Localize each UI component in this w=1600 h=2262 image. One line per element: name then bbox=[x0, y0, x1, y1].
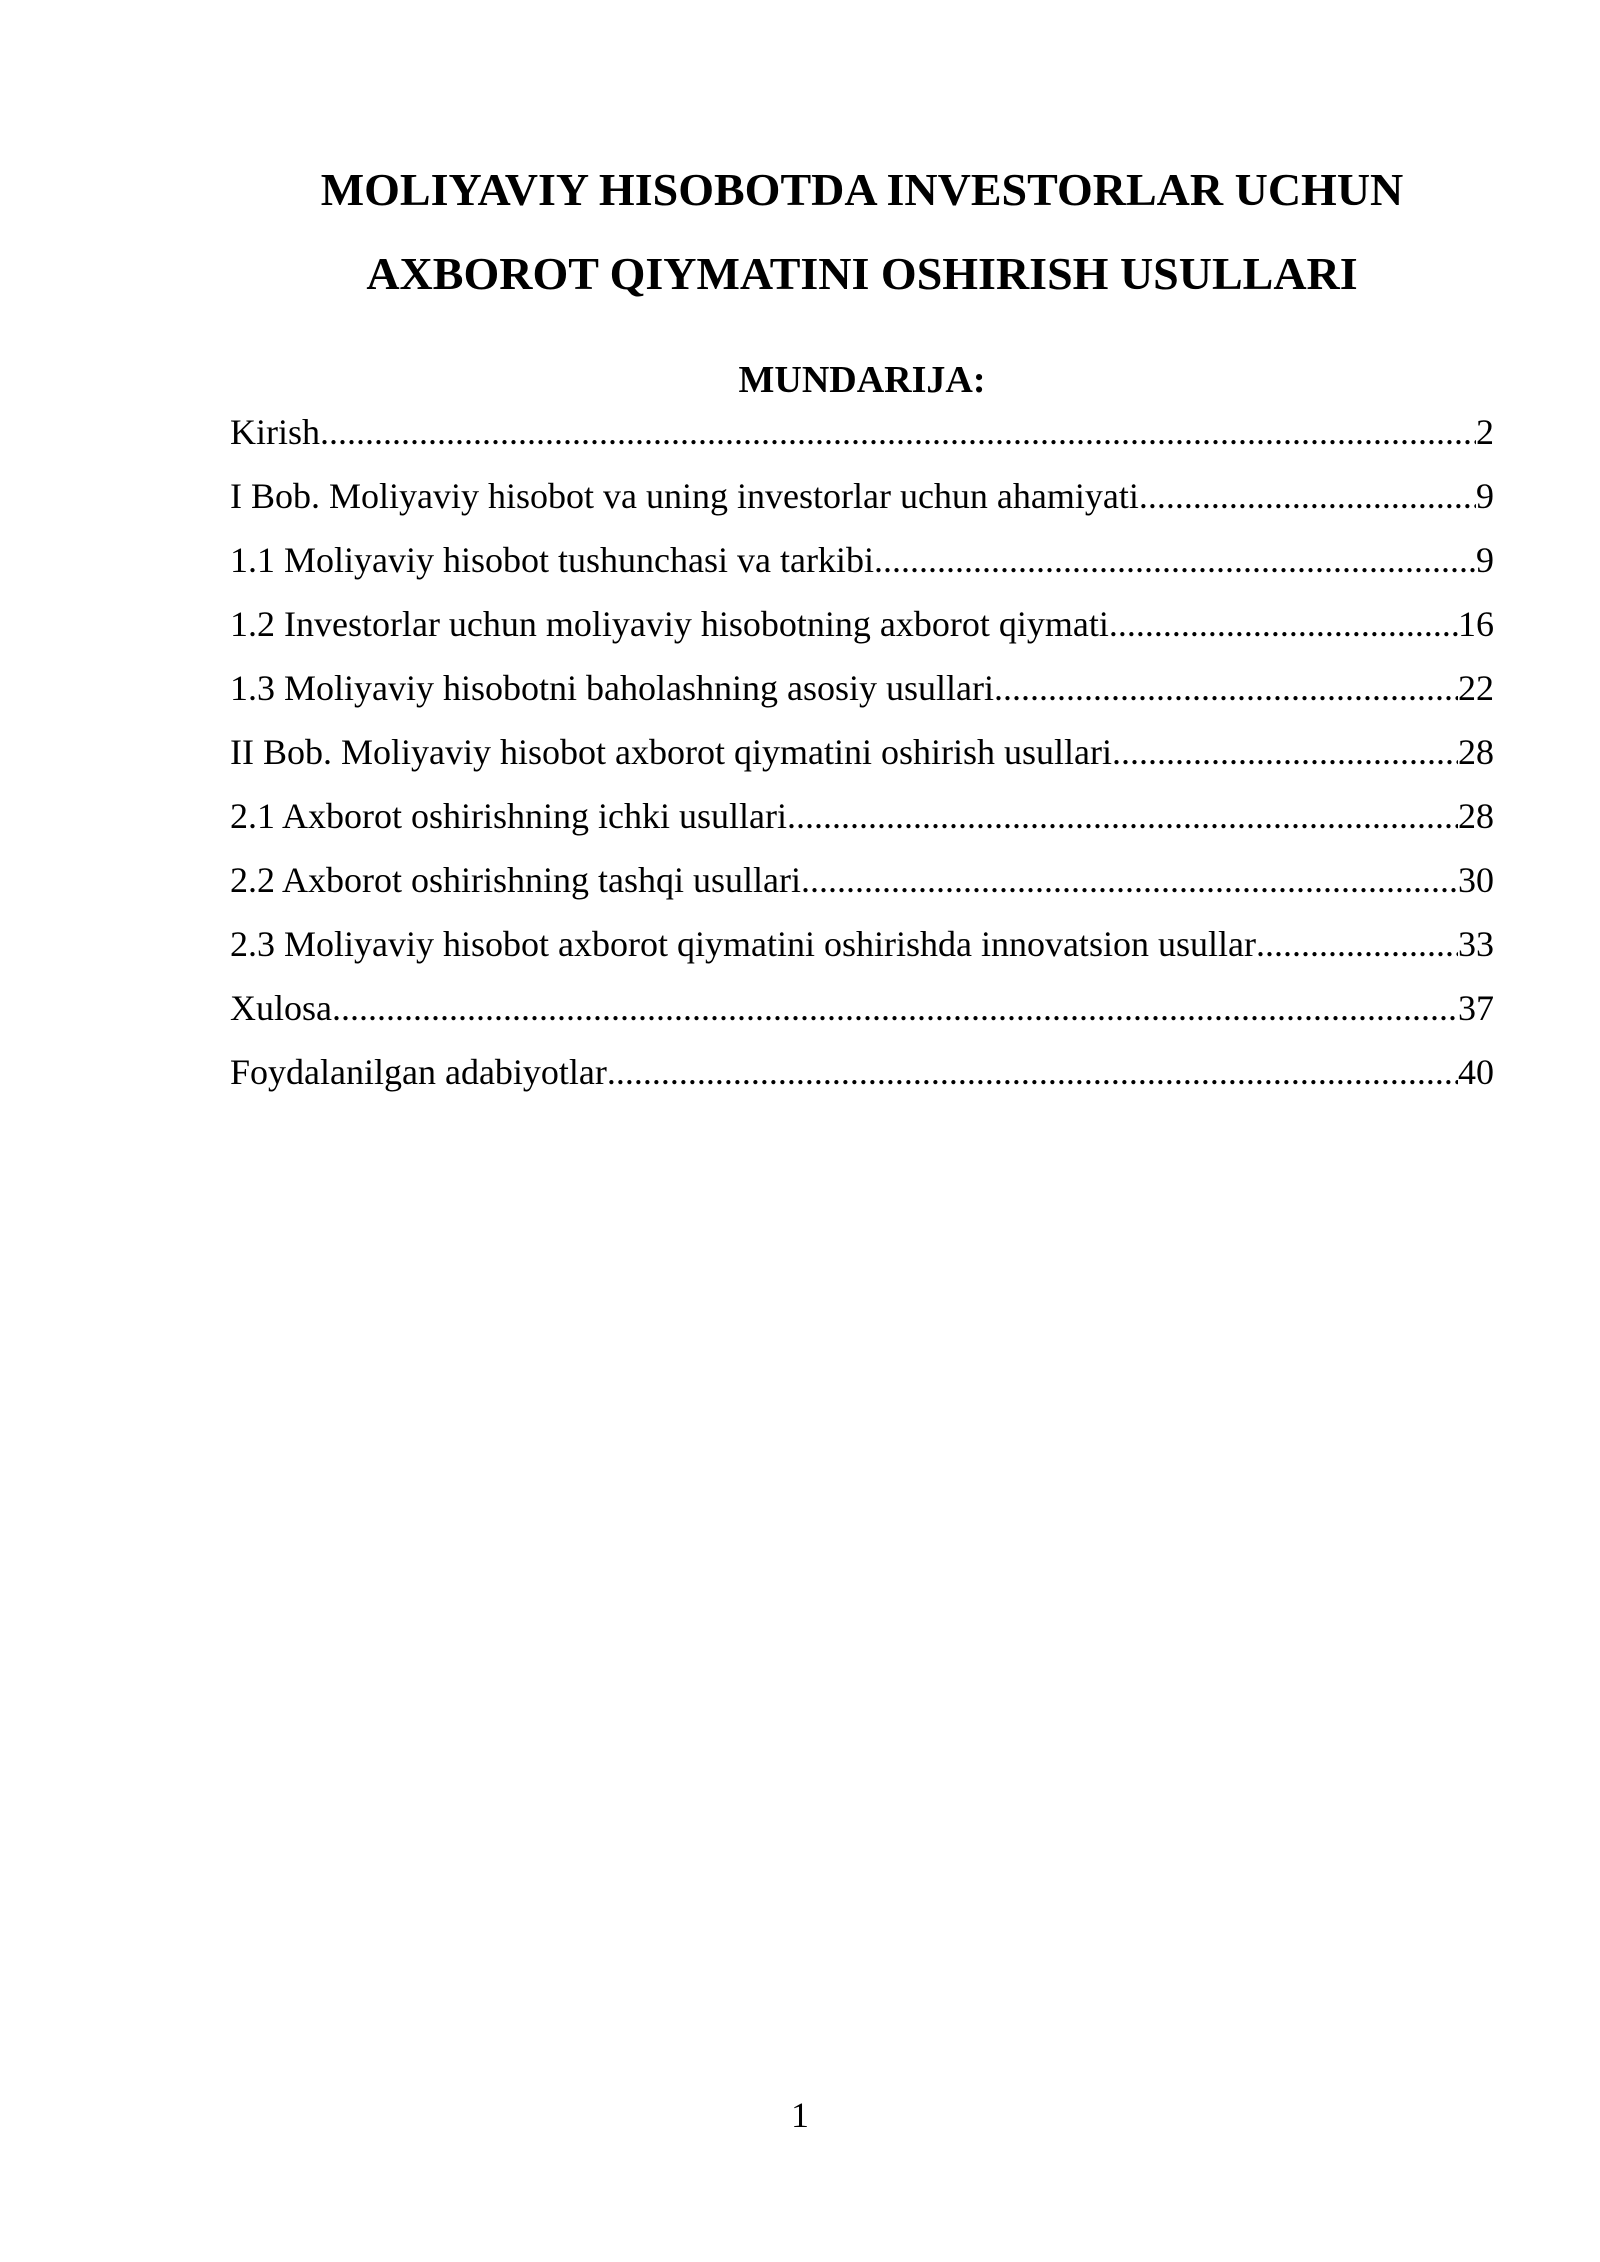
toc-entry-section-2-3[interactable] bbox=[230, 916, 1494, 980]
document-title-line-2: AXBOROT QIYMATINI OSHIRISH USULLARI bbox=[366, 248, 1358, 299]
toc-entry-kirish[interactable] bbox=[230, 404, 1494, 468]
toc-entry-section-1-3[interactable] bbox=[230, 660, 1494, 724]
toc-entry-chapter-2[interactable] bbox=[230, 724, 1494, 788]
toc-entry-label: Kirish bbox=[230, 412, 320, 452]
toc-heading: MUNDARIJA: bbox=[738, 359, 986, 401]
toc-entry-xulosa[interactable] bbox=[230, 980, 1494, 1044]
document-title-line-1: MOLIYAVIY HISOBOTDA INVESTORLAR UCHUN bbox=[320, 164, 1404, 215]
toc-dot-leader bbox=[332, 980, 1458, 1036]
toc-dot-leader bbox=[801, 852, 1458, 908]
toc-entry-label: 1.2 Investorlar uchun moliyaviy hisobotning axborot qiymati bbox=[230, 604, 1109, 644]
toc-dot-leader bbox=[994, 660, 1458, 716]
toc-dot-leader bbox=[1109, 596, 1458, 652]
toc-dot-leader bbox=[320, 404, 1476, 460]
toc-entry-section-1-1[interactable] bbox=[230, 532, 1494, 596]
table-of-contents bbox=[230, 404, 1494, 1108]
toc-dot-leader bbox=[1139, 468, 1476, 524]
toc-entry-page: 30 bbox=[1458, 860, 1494, 900]
toc-entry-label: Xulosa bbox=[230, 988, 332, 1028]
toc-entry-label: 2.2 Axborot oshirishning tashqi usullari bbox=[230, 860, 801, 900]
toc-entry-label: 2.3 Moliyaviy hisobot axborot qiymatini oshirishda innovatsion usullar bbox=[230, 924, 1256, 964]
toc-entry-section-1-2[interactable] bbox=[230, 596, 1494, 660]
toc-entry-page: 9 bbox=[1476, 476, 1494, 516]
toc-entry-page: 9 bbox=[1476, 540, 1494, 580]
toc-entry-page: 37 bbox=[1458, 988, 1494, 1028]
toc-entry-label: I Bob. Moliyaviy hisobot va uning investorlar uchun ahamiyati bbox=[230, 476, 1139, 516]
toc-entry-page: 16 bbox=[1458, 604, 1494, 644]
toc-entry-chapter-1[interactable] bbox=[230, 468, 1494, 532]
toc-entry-page: 28 bbox=[1458, 796, 1494, 836]
toc-dot-leader bbox=[787, 788, 1458, 844]
toc-entry-label: Foydalanilgan adabiyotlar bbox=[230, 1052, 607, 1092]
toc-entry-label: II Bob. Moliyaviy hisobot axborot qiymatini oshirish usullari bbox=[230, 732, 1112, 772]
toc-dot-leader bbox=[874, 532, 1476, 588]
toc-entry-label: 2.1 Axborot oshirishning ichki usullari bbox=[230, 796, 787, 836]
document-title bbox=[230, 148, 1494, 316]
toc-entry-page: 2 bbox=[1476, 412, 1494, 452]
toc-dot-leader bbox=[1112, 724, 1458, 780]
toc-entry-page: 40 bbox=[1458, 1052, 1494, 1092]
toc-entry-section-2-2[interactable] bbox=[230, 852, 1494, 916]
toc-entry-page: 28 bbox=[1458, 732, 1494, 772]
toc-entry-section-2-1[interactable] bbox=[230, 788, 1494, 852]
toc-dot-leader bbox=[607, 1044, 1458, 1100]
toc-entry-references[interactable] bbox=[230, 1044, 1494, 1108]
toc-entry-label: 1.1 Moliyaviy hisobot tushunchasi va tarkibi bbox=[230, 540, 874, 580]
toc-entry-page: 22 bbox=[1458, 668, 1494, 708]
toc-entry-page: 33 bbox=[1458, 924, 1494, 964]
toc-dot-leader bbox=[1256, 916, 1458, 972]
toc-entry-label: 1.3 Moliyaviy hisobotni baholashning asosiy usullari bbox=[230, 668, 994, 708]
page-number: 1 bbox=[791, 2095, 809, 2135]
